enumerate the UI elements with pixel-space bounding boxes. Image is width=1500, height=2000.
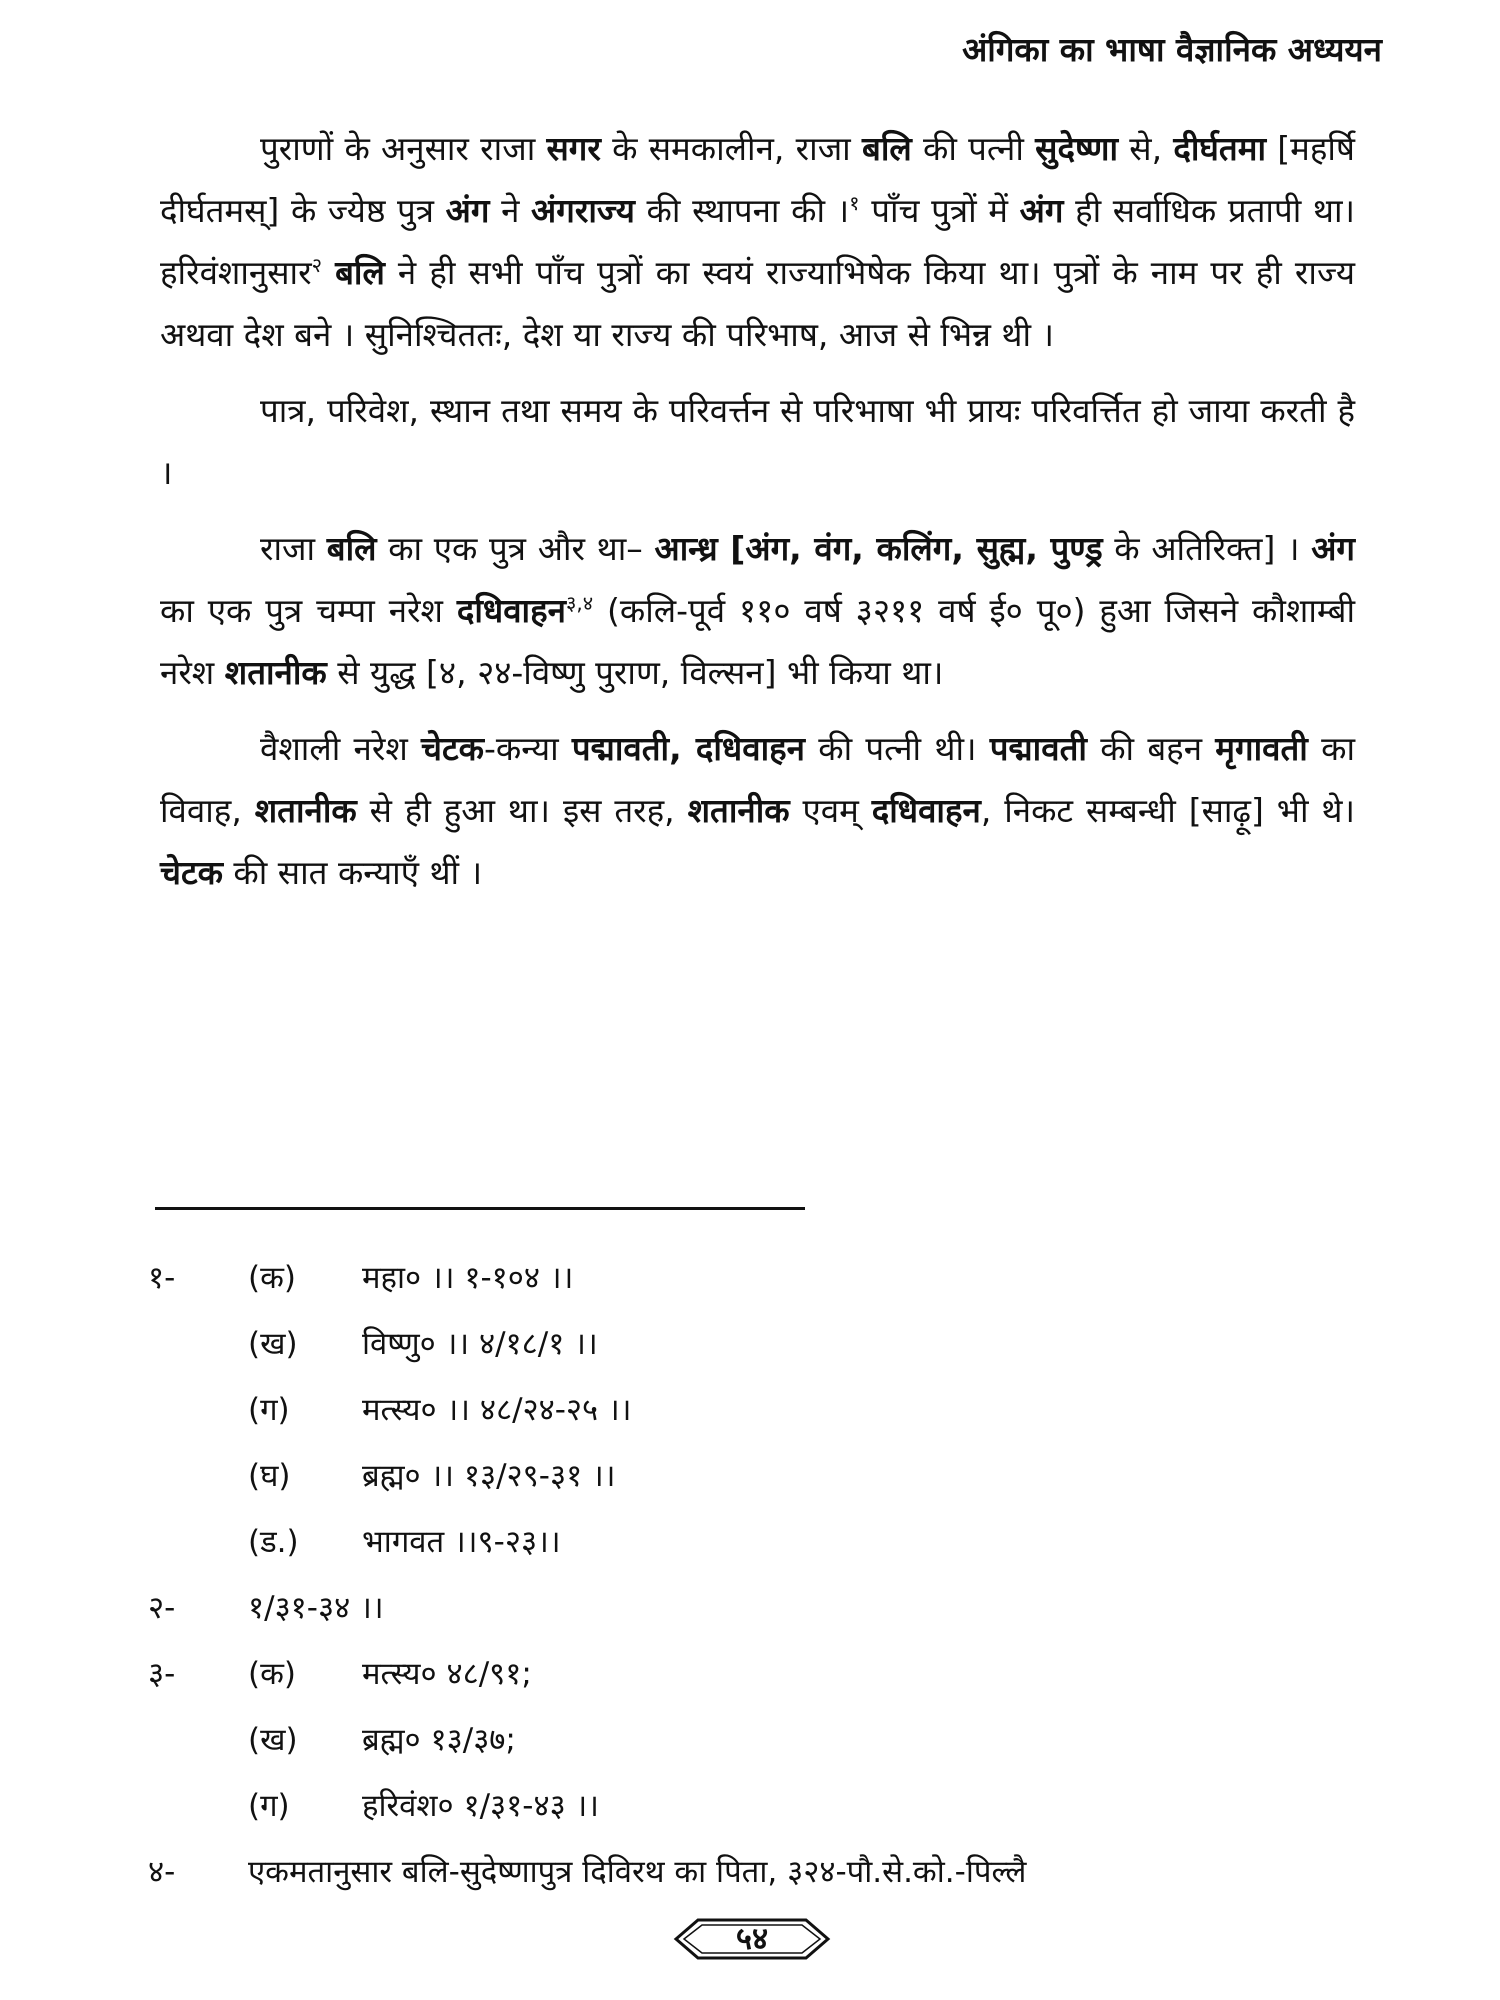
footnote-text: ब्रह्म० ।। १३/२९-३१ ।। [362, 1458, 616, 1494]
text-run: का एक पुत्र चम्पा नरेश [160, 591, 457, 630]
footnote-ref: १ [849, 191, 860, 215]
paragraph-3 [160, 518, 1355, 704]
footnote-number: १- [148, 1260, 176, 1296]
footnote-ref: ३,४ [565, 591, 594, 615]
bold-name: बलि [861, 129, 912, 168]
text-run: -कन्या [483, 729, 572, 768]
footnote-number: ४- [148, 1854, 176, 1890]
paragraph-2 [160, 380, 1355, 504]
text-run: पात्र, परिवेश, स्थान तथा समय के परिवर्त्तन से परिभाषा भी प्रायः परिवर्त्तित हो जाया करती है । [160, 391, 1355, 492]
footnote-row [0, 1784, 1500, 1828]
bold-name: चेटक [421, 729, 484, 768]
main-text [160, 118, 1355, 918]
paragraph-1 [160, 118, 1355, 366]
text-run: की सात कन्याएँ थीं । [222, 853, 483, 892]
footnote-row [0, 1520, 1500, 1564]
footnote-text: महा० ।। १-१०४ ।। [362, 1260, 574, 1296]
footnote-sub-label: (क) [248, 1260, 296, 1296]
bold-name: बलि [326, 529, 377, 568]
bold-name: शतानीक [687, 791, 790, 830]
bold-name: अंग [1019, 191, 1064, 230]
footnote-sub-label: (ग) [248, 1788, 290, 1824]
bold-name: दधिवाहन [871, 791, 981, 830]
bold-name: अंग [1311, 529, 1355, 568]
text-run: ने [489, 191, 532, 230]
bold-name: शतानीक [254, 791, 357, 830]
bold-name: पद्मावती, दधिवाहन [571, 729, 805, 768]
text-run: के अतिरिक्त] । [1102, 529, 1312, 568]
text-run: की स्थापना की । [634, 191, 850, 230]
page-number: ५४ [735, 1921, 769, 1957]
footnote-text: विष्णु० ।। ४/१८/१ ।। [362, 1326, 598, 1362]
bold-name: आन्ध्र [अंग, वंग, कलिंग, सुह्म, पुण्ड्र [654, 529, 1103, 568]
footnote-text: मत्स्य० ४८/९१; [362, 1656, 532, 1692]
bold-name: अंग [445, 191, 490, 230]
text-run: राजा [260, 529, 327, 568]
footnote-ref: २ [311, 253, 322, 277]
footnote-text: एकमतानुसार बलि-सुदेष्णापुत्र दिविरथ का पिता, ३२४-पौ.से.को.-पिल्लै [248, 1854, 1027, 1890]
bold-name: सुदेष्णा [1035, 129, 1119, 168]
footnote-row [0, 1586, 1500, 1630]
footnote-row [0, 1718, 1500, 1762]
footnote-text: १/३१-३४ ।। [248, 1590, 384, 1626]
footnote-row [0, 1454, 1500, 1498]
footnote-row [0, 1388, 1500, 1432]
bold-name: सगर [546, 129, 601, 168]
text-run: की पत्नी [911, 129, 1036, 168]
bold-name: शतानीक [224, 653, 327, 692]
footnote-row [0, 1322, 1500, 1366]
footnote-sub-label: (ग) [248, 1392, 290, 1428]
text-run: की बहन [1086, 729, 1216, 768]
text-run: के समकालीन, राजा [600, 129, 862, 168]
paragraph-4 [160, 718, 1355, 904]
bold-name: अंगराज्य [531, 191, 635, 230]
bold-name: मृगावती [1215, 729, 1308, 768]
footnote-number: ३- [148, 1656, 176, 1692]
footnote-text: ब्रह्म० १३/३७; [362, 1722, 516, 1758]
bold-name: पद्मावती [989, 729, 1087, 768]
footnote-text: मत्स्य० ।। ४८/२४-२५ ।। [362, 1392, 632, 1428]
footnote-number: २- [148, 1590, 176, 1626]
footnote-text: भागवत ।।९-२३।। [362, 1524, 561, 1560]
footnote-sub-label: (ख) [248, 1722, 298, 1758]
text-run: का एक पुत्र और था– [376, 529, 655, 568]
text-run: ही सर्वाधिक प्रतापी था। हरिवंशानुसार [160, 191, 1356, 292]
text-run: से युद्ध [४, २४-विष्णु पुराण, विल्सन] भी किया था। [326, 653, 944, 692]
footnote-sub-label: (घ) [248, 1458, 291, 1494]
footnote-divider [155, 1207, 805, 1210]
text-run: एवम् [789, 791, 872, 830]
page-number-badge [672, 1916, 832, 1962]
bold-name: चेटक [160, 853, 223, 892]
bold-name: दधिवाहन [456, 591, 566, 630]
text-run: (कलि-पूर्व ११० वर्ष ३२११ वर्ष ई० पू०) हुआ जिसने कौशाम्बी नरेश [160, 591, 1355, 692]
text-run: पाँच पुत्रों में [859, 191, 1020, 230]
text-run: ने ही सभी पाँच पुत्रों का स्वयं राज्याभिषेक किया था। पुत्रों के नाम पर ही राज्य अथवा देश बने । सुनिश्चिततः, देश या राज्य की परिभाष, आज से भिन्न थी । [160, 253, 1355, 354]
bold-name: बलि [335, 253, 385, 292]
footnote-row [0, 1256, 1500, 1300]
footnote-sub-label: (ड.) [248, 1524, 299, 1560]
text-run: , निकट सम्बन्धी [साढ़ू] भी थे। [980, 791, 1356, 830]
footnote-sub-label: (ख) [248, 1326, 298, 1362]
text-run: की पत्नी थी। [804, 729, 990, 768]
footnote-row [0, 1652, 1500, 1696]
bold-name: दीर्घतमा [1173, 129, 1266, 168]
text-run: का विवाह, [160, 729, 1355, 830]
text-run: [महर्षि दीर्घतमस्] के ज्येष्ठ पुत्र [160, 129, 1356, 230]
text-run: से ही हुआ था। इस तरह, [356, 791, 688, 830]
footnote-row [0, 1850, 1500, 1894]
text-run: पुराणों के अनुसार राजा [260, 129, 547, 168]
footnote-sub-label: (क) [248, 1656, 296, 1692]
text-run: वैशाली नरेश [260, 729, 422, 768]
footnote-text: हरिवंश० १/३१-४३ ।। [362, 1788, 600, 1824]
running-header: अंगिका का भाषा वैज्ञानिक अध्ययन [962, 30, 1382, 69]
text-run [322, 253, 335, 292]
text-run: से, [1118, 129, 1174, 168]
